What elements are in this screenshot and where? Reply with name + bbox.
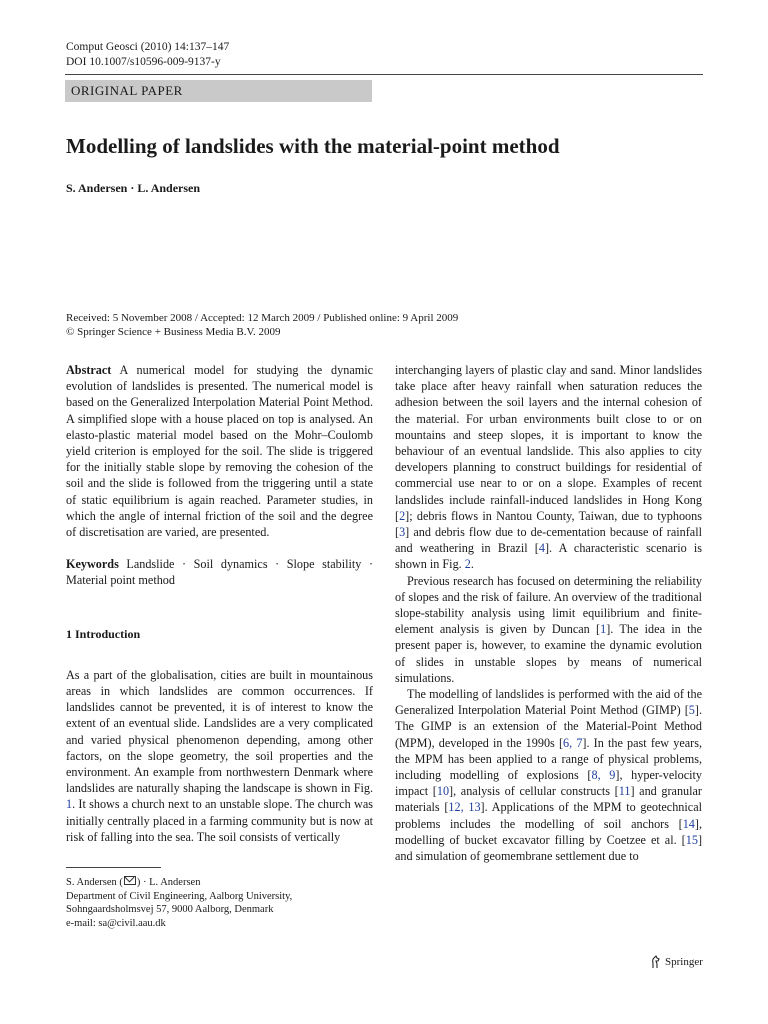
text-run: ) · L. Andersen	[136, 877, 201, 888]
citation-5[interactable]: 5	[688, 703, 695, 718]
footnote-email[interactable]: e-mail: sa@civil.aau.dk	[66, 917, 166, 929]
text-run: ], analysis of cellular constructs [	[449, 784, 619, 799]
text-run: interchanging layers of plastic clay and sand. Minor landslides take place after heavy rainfall when saturation reduces the adhesion between the soil layers and the internal cohesion of the material. For urban environments built close to or on mountains and steep slopes, it is important to know the behaviour of an eventual landslide. This also applies to city developers planning to construct buildings for residential of commercial use near to or on a slope. Examples of recent landslides include rainfall-induced landslides in Hong Kong [	[395, 363, 702, 523]
publisher-name: Springer	[665, 956, 703, 968]
abstract	[66, 362, 373, 540]
text-run: ] and debris flow due to de-cementation because of rainfall and weathering in Brazil [	[395, 525, 702, 556]
article-type-banner: ORIGINAL PAPER	[65, 80, 372, 102]
text-run: . It shows a church next to an unstable slope. The church was initially centrally placed in a farming community but is now at risk of falling into the sea. The soil consists of vertically	[66, 797, 373, 844]
abstract-text: A numerical model for studying the dynamic evolution of landslides is presented. The numerical model is based on the Generalized Interpolation Material Point Method. A simplified slope with a house placed on top is analysed. An elasto-plastic material model based on the Mohr–Coulomb yield criterion is employed for the soil. The slide is triggered for the initially stable slope by removing the cohesion of the soil and the slide is followed from the triggering until a state of static equilibrium is again reached. Parameter studies, in which the angle of internal friction of the soil and the degree of discretisation are varied, are presented.	[66, 363, 374, 540]
text-run: ] and simulation of geomembrane settlement due to	[395, 832, 702, 864]
keywords-text: Landslide · Soil dynamics · Slope stability · Material point method	[66, 557, 374, 588]
doi[interactable]: DOI 10.1007/s10596-009-9137-y	[66, 56, 221, 68]
text-run: Previous research has focused on determining the reliability of slopes and the risk of failure. An overview of the traditional slope-stability analysis using limit equilibrium and finite-element analysis is given by Duncan [	[395, 573, 702, 637]
keywords	[66, 556, 373, 588]
text-run: ]. The GIMP is an extension of the Material-Point Method (MPM), developed in the 1990s [	[395, 703, 702, 750]
figure-ref-1[interactable]: 1	[66, 797, 73, 812]
footnote-rule	[66, 867, 161, 868]
citation-12-13[interactable]: 12, 13	[448, 800, 481, 815]
text-run: ]. In the past few years, the MPM has been applied to a range of physical problems, including modelling of explosions [	[395, 735, 703, 783]
envelope-icon	[124, 876, 136, 885]
text-run: ], modelling of bucket excavator filling by Coetzee et al. [	[395, 816, 702, 847]
author-list: S. Andersen · L. Andersen	[66, 181, 201, 195]
citation-11[interactable]: 11	[618, 784, 631, 799]
journal-header	[66, 40, 229, 70]
journal-citation: Comput Geosci (2010) 14:137–147	[66, 41, 230, 53]
figure-ref-2[interactable]: 2	[464, 557, 471, 572]
copyright-line: © Springer Science + Business Media B.V. 2009	[66, 326, 281, 338]
text-run: ]. Applications of the MPM to geotechnical problems includes the modelling of soil anchors [	[395, 800, 702, 831]
footnote-address: Sohngaardsholmsvej 57, 9000 Aalborg, Denmark	[66, 904, 274, 915]
intro-paragraph-1	[66, 667, 373, 845]
citation-3[interactable]: 3	[399, 525, 406, 540]
received-dates: Received: 5 November 2008 / Accepted: 12 March 2009 / Published online: 9 April 2009	[66, 312, 459, 324]
citation-8-9[interactable]: 8, 9	[591, 768, 616, 783]
text-run: ]. A characteristic scenario is shown in Fig.	[395, 541, 702, 572]
intro-paragraph-3	[395, 686, 702, 864]
footnote-authors	[66, 876, 292, 890]
citation-14[interactable]: 14	[682, 816, 695, 831]
citation-1[interactable]: 1	[600, 622, 607, 637]
author-footnote	[66, 876, 292, 930]
section-heading-introduction: 1 Introduction	[66, 626, 141, 641]
paper-title: Modelling of landslides with the material-point method	[66, 134, 560, 158]
springer-horse-icon	[650, 955, 662, 969]
intro-paragraph-2	[395, 573, 702, 686]
citation-15[interactable]: 15	[685, 832, 698, 847]
text-run: ]. The idea in the present paper is, however, to examine the dynamic evolution of slides in unstable slopes by means of numerical simulations.	[395, 622, 702, 685]
citation-2[interactable]: 2	[399, 508, 406, 523]
header-rule	[65, 74, 703, 75]
publisher-logo	[650, 955, 703, 969]
right-column	[395, 362, 702, 864]
left-column	[66, 362, 373, 845]
text-run: ], hyper-velocity impact [	[395, 768, 702, 799]
text-run: ]; debris flows in Nantou County, Taiwan, due to typhoons [	[395, 508, 702, 540]
citation-6-7[interactable]: 6, 7	[563, 735, 583, 750]
text-run: As a part of the globalisation, cities are built in mountainous areas in which landslides are common occurrences. If landslides cannot be prevented, it is of interest to know the extent of an eventual slide. Landslides are a very complicated and varied physical phenomenon depending, among other factors, on the slope geometry, the soil properties and the environment. An example from northwestern Denmark where landslides are naturally shaping the landscape is shown in Fig.	[66, 667, 373, 796]
text-run: S. Andersen (	[66, 877, 123, 888]
footnote-department: Department of Civil Engineering, Aalborg University,	[66, 890, 293, 902]
intro-paragraph-1-continued	[395, 362, 702, 573]
text-run: ] and granular materials [	[395, 784, 702, 815]
keywords-label: Keywords	[66, 557, 119, 572]
text-run: .	[470, 557, 474, 572]
abstract-label: Abstract	[66, 363, 112, 377]
citation-10[interactable]: 10	[436, 784, 450, 799]
publication-dates	[66, 311, 458, 339]
text-run: The modelling of landslides is performed with the aid of the Generalized Interpolation Material Point Method (GIMP) [	[395, 687, 702, 718]
citation-4[interactable]: 4	[538, 541, 545, 556]
